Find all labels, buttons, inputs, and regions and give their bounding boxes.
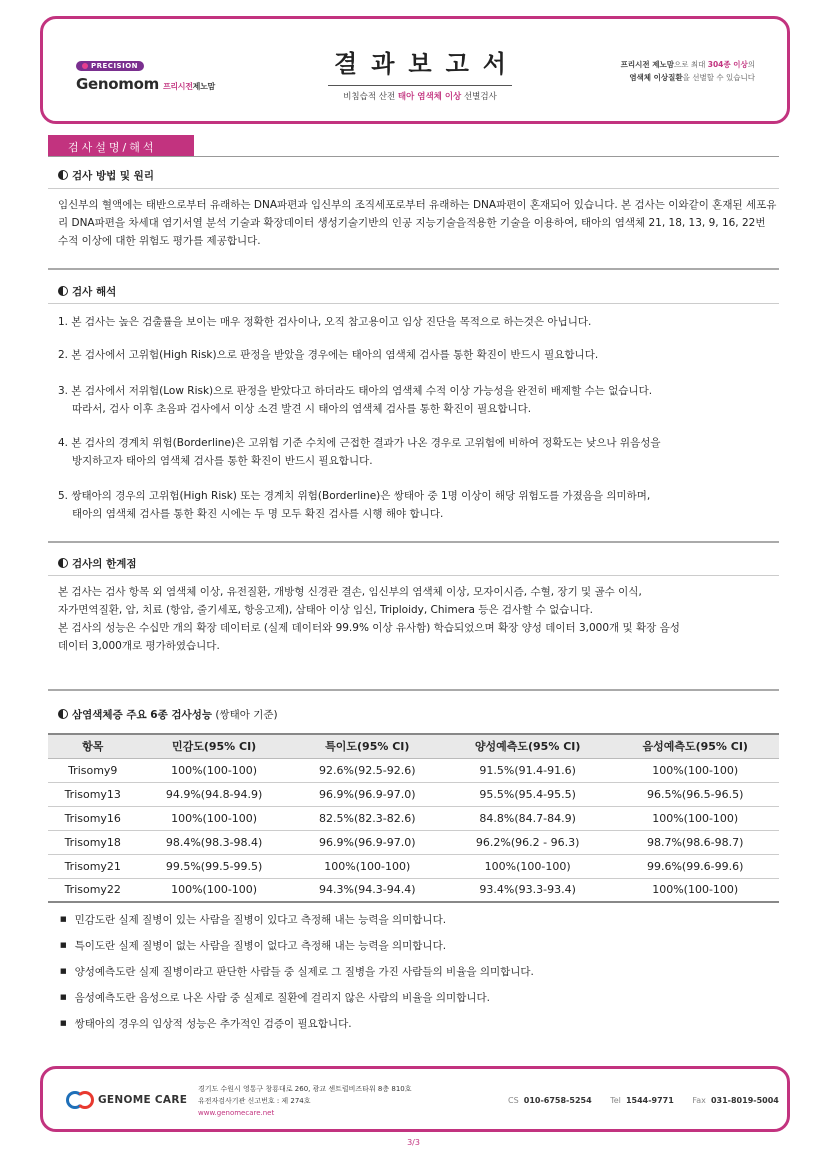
table-row bbox=[48, 830, 779, 854]
title-divider bbox=[328, 85, 512, 86]
half-circle-icon bbox=[58, 558, 68, 568]
method-heading bbox=[58, 168, 154, 183]
section-tab: 검사설명/해석 bbox=[48, 135, 194, 157]
table-cell: 96.5%(96.5-96.5) bbox=[611, 782, 779, 806]
note-product: 프리시전 제노맘 bbox=[620, 60, 674, 69]
table-cell: Trisomy22 bbox=[48, 878, 138, 902]
interpretation-item-3: 3. 본 검사에서 저위험(Low Risk)으로 판정을 받았다고 하더라도 태아의 염색체 수적 이상 가능성을 완전히 배제할 수는 없습니다. bbox=[58, 385, 653, 397]
logo-main-text: Genomom bbox=[76, 75, 159, 93]
limitations-heading-text: 검사의 한계점 bbox=[72, 558, 137, 570]
col-npv: 음성예측도(95% CI) bbox=[611, 734, 779, 758]
col-ppv: 양성예측도(95% CI) bbox=[444, 734, 612, 758]
genomom-logo bbox=[76, 54, 215, 93]
website-link[interactable]: www.genomecare.net bbox=[198, 1109, 275, 1117]
divider-1 bbox=[48, 268, 779, 270]
cs-label: CS bbox=[508, 1096, 519, 1105]
col-sensitivity: 민감도(95% CI) bbox=[138, 734, 291, 758]
genome-care-logo bbox=[66, 1091, 187, 1109]
interpretation-item-1: 1. 본 검사는 높은 검출률을 보이는 매우 정확한 검사이나, 오직 참고용이고 임상 진단을 목적으로 하는것은 아닙니다. bbox=[58, 316, 592, 328]
col-item: 항목 bbox=[48, 734, 138, 758]
precision-badge bbox=[76, 61, 144, 71]
interpretation-item-4: 4. 본 검사의 경계치 위험(Borderline)은 고위험 기준 수치에 근접한 결과가 나온 경우로 고위험에 비하여 정확도는 낮으나 위음성을 bbox=[58, 437, 661, 449]
badge-dot-icon bbox=[82, 63, 88, 69]
table-cell: 82.5%(82.3-82.6) bbox=[291, 806, 444, 830]
table-row bbox=[48, 854, 779, 878]
col-specificity: 특이도(95% CI) bbox=[291, 734, 444, 758]
table-cell: 100%(100-100) bbox=[444, 854, 612, 878]
registration-text: 유전자검사기관 신고번호 : 제 274호 bbox=[198, 1097, 311, 1105]
limitations-heading bbox=[58, 556, 137, 571]
interpretation-item-4-cont: 방지하고자 태아의 염색체 검사를 통한 확진이 반드시 필요합니다. bbox=[72, 455, 373, 467]
table-cell: 96.9%(96.9-97.0) bbox=[291, 782, 444, 806]
note-specificity: ■ 특이도란 실제 질병이 없는 사람을 질병이 없다고 측정해 내는 능력을 의미합니다. bbox=[60, 938, 760, 964]
table-cell: 84.8%(84.7-84.9) bbox=[444, 806, 612, 830]
address-text: 경기도 수원시 영통구 창룡대로 260, 광교 센트럴비즈타워 8층 810호 bbox=[198, 1085, 412, 1093]
page-title: 결과보고서 bbox=[334, 49, 520, 78]
interpretation-heading bbox=[58, 284, 116, 299]
divider-3 bbox=[48, 689, 779, 691]
table-cell: Trisomy9 bbox=[48, 758, 138, 782]
table-cell: 94.3%(94.3-94.4) bbox=[291, 878, 444, 902]
method-heading-text: 검사 방법 및 원리 bbox=[72, 170, 154, 182]
table-cell: 100%(100-100) bbox=[611, 806, 779, 830]
page-subtitle bbox=[320, 90, 520, 102]
company-name: GENOME CARE bbox=[98, 1094, 188, 1106]
performance-heading bbox=[58, 707, 278, 722]
table-cell: 100%(100-100) bbox=[291, 854, 444, 878]
logo-sub-dark: 제노맘 bbox=[192, 82, 215, 91]
note-end1: 의 bbox=[747, 60, 755, 69]
table-cell: 91.5%(91.4-91.6) bbox=[444, 758, 612, 782]
table-row bbox=[48, 878, 779, 902]
logo-sub-pink: 프리시전 bbox=[162, 82, 193, 91]
table-cell: 98.4%(98.3-98.4) bbox=[138, 830, 291, 854]
performance-heading-note: (쌍태아 기준) bbox=[212, 709, 278, 721]
limitations-line-4: 데이터 3,000개로 평가하였습니다. bbox=[58, 640, 220, 652]
note-disease: 염색체 이상질환 bbox=[629, 73, 683, 82]
fax-number: 031-8019-5004 bbox=[710, 1096, 779, 1105]
note-mid: 으로 최대 bbox=[673, 60, 708, 69]
note-npv: ■ 음성예측도란 음성으로 나온 사람 중 실제로 질환에 걸리지 않은 사람의 비율을 의미합니다. bbox=[60, 990, 760, 1016]
limitations-line-1: 본 검사는 검사 항목 외 염색체 이상, 유전질환, 개방형 신경관 결손, 임신부의 염색체 이상, 모자이시즘, 수혈, 장기 및 골수 이식, bbox=[58, 586, 642, 598]
interpretation-item-5-cont: 태아의 염색체 검사를 통한 확진 시에는 두 명 모두 확진 검사를 시행 해야 합니다. bbox=[72, 508, 444, 520]
table-cell: 93.4%(93.3-93.4) bbox=[444, 878, 612, 902]
table-row bbox=[48, 758, 779, 782]
title-block bbox=[320, 44, 520, 102]
performance-heading-text: 삼염색체증 주요 6종 검사성능 bbox=[72, 709, 212, 721]
table-row bbox=[48, 806, 779, 830]
subtitle-suffix: 선별검사 bbox=[461, 92, 497, 102]
half-circle-icon bbox=[58, 170, 68, 180]
interpretation-rule bbox=[48, 303, 779, 304]
section-underline bbox=[48, 156, 779, 157]
performance-notes bbox=[60, 912, 760, 1042]
table-cell: 100%(100-100) bbox=[611, 758, 779, 782]
page-number: 3/3 bbox=[407, 1138, 420, 1147]
interpretation-item-3-cont: 따라서, 검사 이후 초음파 검사에서 이상 소견 발견 시 태아의 염색체 검사를 통한 확진이 필요합니다. bbox=[72, 403, 532, 415]
note-twins: ■ 쌍태아의 경우의 임상적 성능은 추가적인 검증이 필요합니다. bbox=[60, 1016, 760, 1042]
method-paragraph: 임신부의 혈액에는 태반으로부터 유래하는 DNA파편과 임신부의 조직세포로부터 유래하는 DNA파편이 혼재되어 있습니다. 본 검사는 이와같이 혼재된 세포유리 DNA파편을 차세대 염기서열 분석 기술과 확장데이터 생성기술기반의 인공 지능기술을적용한 기술을 이용하여, 태아의 염색체 21, 18, 13, 9, 16, 22번 수적 이상에 대한 위험도 평가를 제공합니다. bbox=[58, 199, 777, 247]
fax-label: Fax bbox=[692, 1096, 706, 1105]
divider-2 bbox=[48, 541, 779, 543]
method-rule bbox=[48, 188, 779, 189]
precision-badge-label: PRECISION bbox=[91, 62, 138, 70]
note-ppv: ■ 양성예측도란 실제 질병이라고 판단한 사람들 중 실제로 그 질병을 가진 사람들의 비율을 의미합니다. bbox=[60, 964, 760, 990]
limitations-rule bbox=[48, 575, 779, 576]
footer-address bbox=[198, 1083, 412, 1119]
logo-wordmark bbox=[76, 75, 215, 93]
tel-label: Tel bbox=[610, 1096, 621, 1105]
note-sensitivity: ■ 민감도란 실제 질병이 있는 사람을 질병이 있다고 측정해 내는 능력을 의미합니다. bbox=[60, 912, 760, 938]
note-count: 304종 이상 bbox=[707, 60, 748, 69]
interpretation-item-2: 2. 본 검사에서 고위험(High Risk)으로 판정을 받았을 경우에는 태아의 염색체 검사를 통한 확진이 반드시 필요합니다. bbox=[58, 349, 599, 361]
table-cell: 100%(100-100) bbox=[611, 878, 779, 902]
interpretation-item-5: 5. 쌍태아의 경우의 고위험(High Risk) 또는 경계치 위험(Borderline)은 쌍태아 중 1명 이상이 해당 위험도를 가졌음을 의미하며, bbox=[58, 490, 651, 502]
header-note bbox=[621, 58, 755, 84]
table-cell: 96.2%(96.2 - 96.3) bbox=[444, 830, 612, 854]
tel-number: 1544-9771 bbox=[625, 1096, 674, 1105]
table-cell: 99.6%(99.6-99.6) bbox=[611, 854, 779, 878]
half-circle-icon bbox=[58, 286, 68, 296]
note-end2: 을 선별할 수 있습니다 bbox=[682, 73, 755, 82]
subtitle-highlight: 태아 염색체 이상 bbox=[397, 92, 462, 102]
subtitle-prefix: 비침습적 산전 bbox=[343, 92, 398, 102]
footer-contacts bbox=[508, 1096, 795, 1105]
table-cell: 92.6%(92.5-92.6) bbox=[291, 758, 444, 782]
table-cell: 100%(100-100) bbox=[138, 806, 291, 830]
half-circle-icon bbox=[58, 709, 68, 719]
table-cell: 95.5%(95.4-95.5) bbox=[444, 782, 612, 806]
performance-table bbox=[48, 733, 779, 903]
table-cell: 100%(100-100) bbox=[138, 758, 291, 782]
table-cell: 99.5%(99.5-99.5) bbox=[138, 854, 291, 878]
interpretation-heading-text: 검사 해석 bbox=[72, 286, 117, 298]
genome-care-mark-icon bbox=[66, 1091, 94, 1109]
table-row bbox=[48, 782, 779, 806]
limitations-line-2: 자가면역질환, 암, 치료 (항암, 줄기세포, 항응고제), 삼태아 이상 임신, Triploidy, Chimera 등은 검사할 수 없습니다. bbox=[58, 604, 594, 616]
table-cell: 98.7%(98.6-98.7) bbox=[611, 830, 779, 854]
table-header-row bbox=[48, 734, 779, 758]
table-cell: Trisomy13 bbox=[48, 782, 138, 806]
table-cell: 100%(100-100) bbox=[138, 878, 291, 902]
cs-number: 010-6758-5254 bbox=[523, 1096, 592, 1105]
table-cell: Trisomy18 bbox=[48, 830, 138, 854]
table-cell: Trisomy21 bbox=[48, 854, 138, 878]
table-cell: 94.9%(94.8-94.9) bbox=[138, 782, 291, 806]
table-cell: Trisomy16 bbox=[48, 806, 138, 830]
table-cell: 96.9%(96.9-97.0) bbox=[291, 830, 444, 854]
limitations-line-3: 본 검사의 성능은 수십만 개의 확장 데이터로 (실제 데이터와 99.9% 이상 유사함) 학습되었으며 확장 양성 데이터 3,000개 및 확장 음성 bbox=[58, 622, 680, 634]
